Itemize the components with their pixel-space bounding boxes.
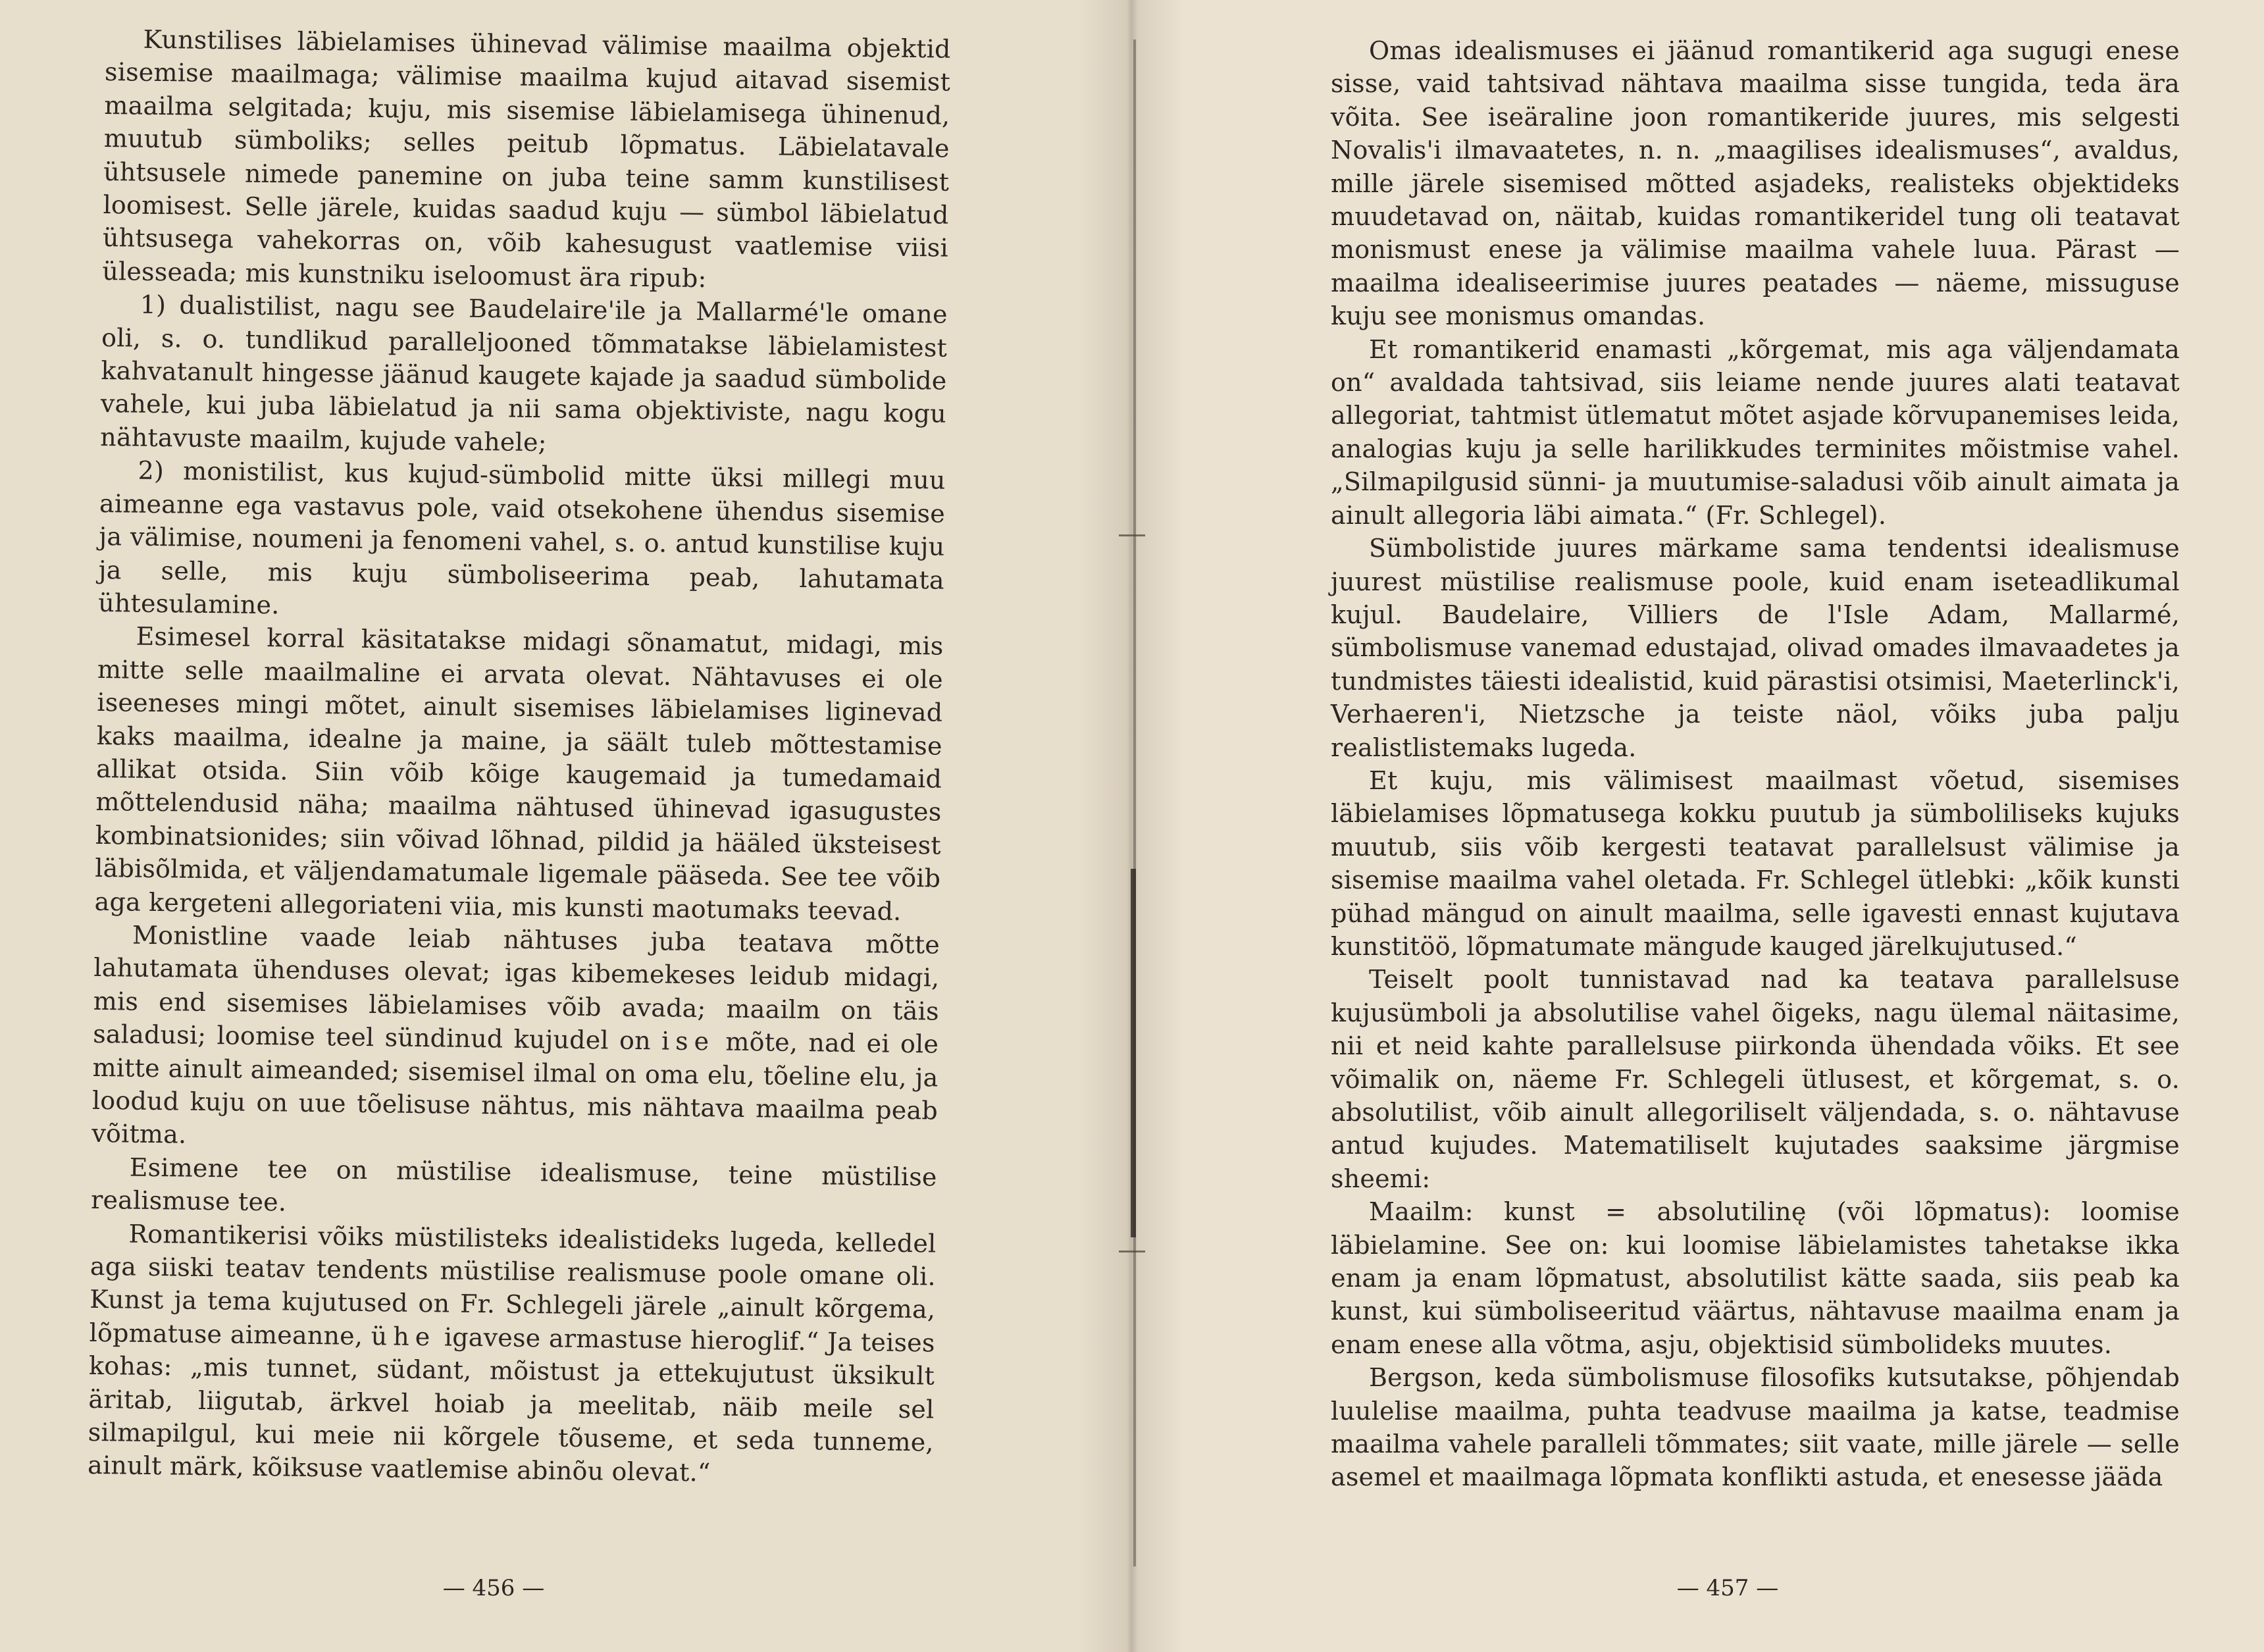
text-run: Monistline vaade leiab nähtuses juba teatava mõtte lahutamata ühenduses olevat; igas kibemekeses leidub midagi, mis end sisemises läbielamises võib avada; maailm on täis saladusi; loomise teel sündinud kujudel on [92,920,940,1056]
page-number-right: — 457 — [1676,1575,1779,1601]
left-page-text [88,22,951,1492]
paragraph: Teiselt poolt tunnistavad nad ka teatava parallelsuse kujusümboli ja absolutilise vahel õigeks, nagu ülemal näitasime, nii et neid kahte parallelsuse piirkonda ühendada võiks. Et see võimalik on, näeme Fr. Schlegeli ütlusest, et kõrgemat, s. o. absolutilist, võib ainult allegoriliselt väljendada, s. o. nähtavuse antud kujudes. Matematiliselt kujutades saaksime järgmise sheemi: [1331,965,2180,1193]
spaced-emphasis: ühe [371,1321,436,1352]
page-number-left: — 456 — [442,1575,545,1601]
paragraph: Omas idealismuses ei jäänud romantikerid aga sugugi enese sisse, vaid tahtsivad nähtava maailma sisse tungida, teda ära võita. See iseäraline joon romantikeride juures, mis selgesti Novalis'i ilmavaatetes, n. n. „maagilises idealismuses“, avaldus, mille järele sisemised mõtted asjadeks, realisteks objektideks muudetavad on, näitab, kuidas romantikeridel tung oli teatavat monismust enese ja välimise maailma vahele luua. Pärast — maailma idealiseerimise juures peatades — näeme, missuguse kuju see monismus omandas. [1331,36,2180,331]
paragraph: Et romantikerid enamasti „kõrgemat, mis aga väljendamata on“ avaldada tahtsivad, siis leiame nende juures alati teatavat allegoriat, tahtmist ütlematut mõtet asjade kõrvupanemises leida, analogias kuju ja selle harilikkudes terminites mõistmise vahel. „Silmapilgusid sünni- ja muutumise-saladusi võib ainult aimata ja ainult allegoria läbi aimata.“ (Fr. Schlegel). [1331,334,2180,530]
paragraph: Sümbolistide juures märkame sama tendentsi idealismuse juurest müstilise realismuse poole, kuid enam iseteadlikumal kujul. Baudelaire, Villiers de l'Isle Adam, Mallarmé, sümbolismuse vanemad edustajad, olivad omades ilmavaadetes ja tundmistes täiesti idealistid, kuid pärastisi otsimisi, Maeterlinck'i, Verhaeren'i, Nietzsche ja teiste näol, võiks juba palju realistlistemaks lugeda. [1331,534,2180,762]
paragraph [91,918,940,1161]
paragraph: 2) monistilist, kus kujud-sümbolid mitte üksi millegi muu aimeanne ega vastavus pole, vaid otsekohene ühendus sisemise ja välimise, noumeni ja fenomeni vahel, s. o. antud kunstilise kuju ja selle, mis kuju sümboliseerima peab, lahutamata ühtesulamine. [97,455,946,620]
paragraph [88,1216,937,1492]
book-gutter-shadow [1079,0,1185,1652]
spine-binding [1131,869,1136,1237]
paragraph: Maailm: kunst = absolutilinę (või lõpmatus): loomise läbielamine. See on: kui loomise läbielamistes tahetakse ikka enam ja enam lõpmatust, absolutilist kätte saada, siis peab ka kunst, kui sümboliseeritud väärtus, nähtavuse maailma enam ja enam enese alla võtma, asju, objektisid sümbolideks muutes. [1331,1197,2180,1359]
spaced-emphasis: ise [661,1026,715,1056]
paragraph: 1) dualistilist, nagu see Baudelaire'ile ja Mallarmé'le omane oli, s. o. tundlikud paralleljooned tõmmatakse läbielamistest kahvatanult hingesse jäänud kaugete kajade ja saadud sümbolide vahele, kui juba läbielatud ja nii sama objektiviste, nagu kogu nähtavuste maailm, kujude vahele; [100,290,948,457]
paragraph: Kunstilises läbielamises ühinevad välimise maailma objektid sisemise maailmaga; välimise maailma kujud aitavad sisemist maailma selgitada; kuju, mis sisemise läbielamisega ühinenud, muutub sümboliks; selles peitub lõpmatus. Läbielatavale ühtsusele nimede panemine on juba teine samm kunstilisest loomisest. Selle järele, kuidas saadud kuju — sümbol läbielatud ühtsusega vahekorras on, võib kahesugust vaatlemise viisi ülesseada; mis kunstniku iseloomust ära ripub: [102,24,951,294]
paragraph: Esimene tee on müstilise idealismuse, teine müstilise realismuse tee. [90,1152,937,1217]
paragraph: Et kuju, mis välimisest maailmast võetud, sisemises läbielamises lõpmatusega kokku puutub ja sümboliliseks kujuks muutub, siis võib kergesti teatavat parallelsust välimise ja sisemise maailma vahel oletada. Fr. Schlegel ütlebki: „kõik kunsti pühad mängud on ainult maailma, selle igavesti ennast kujutava kunstitöö, lõpmatumate mängude kauged järelkujutused.“ [1331,765,2180,961]
right-page [1132,0,2264,1652]
paragraph: Bergson, keda sümbolismuse filosofiks kutsutakse, põhjendab luulelise maailma, puhta teadvuse maailma ja katse, teadmise maailma vahele paralleli tõmmates; siit vaate, mille järele — selle asemel et maailmaga lõpmata konflikti astuda, et enesesse jääda [1331,1363,2180,1492]
text-run: igavese armastuse hieroglif.“ Ja teises kohas: „mis tunnet, südant, mõistust ja ettekujutust üksikult äritab, liigutab, ärkvel hoiab ja meelitab, näib meile sel silmapilgul, kui meie nii kõrgele tõuseme, et seda tunneme, ainult märk, kõiksuse vaatlemise abinõu olevat.“ [87,1322,935,1487]
right-page-text [1331,34,2180,1494]
spine-tick-mark [1119,534,1145,536]
paragraph: Esimesel korral käsitatakse midagi sõnamatut, midagi, mis mitte selle maailmaline ei arvata olevat. Nähtavuses ei ole iseeneses mingi mõtet, ainult sisemises läbielamises liginevad kaks maailma, idealne ja maine, ja säält tuleb mõttestamise allikat otsida. Siin võib kõige kaugemaid ja tumedamaid mõttelendusid näha; maailma nähtused ühinevad igasugustes kombinatsionides; siin võivad lõhnad, pildid ja hääled üksteisest läbisõlmida, et väljendamatumale ligemale pääseda. See tee võib aga kergeteni allegoriateni viia, mis kunsti maotumaks teevad. [94,621,944,926]
spine-line [1133,39,1136,1566]
text-run: mõte, nad ei ole mitte ainult aimeanded; sisemisel ilmal on oma elu, tõeline elu, ja loodud kuju on uue tõelisuse nähtus, mis nähtava maailma peab võitma. [91,1027,939,1150]
spine-tick-mark [1119,1251,1145,1252]
text-run: Romantikerisi võiks müstilisteks idealistideks lugeda, kelledel aga siiski teatav tendents müstilise realismuse poole omane oli. Kunst ja tema kujutused on Fr. Schlegeli järele „ainult kõrgema, lõpmatuse aimeanne, [89,1219,937,1351]
